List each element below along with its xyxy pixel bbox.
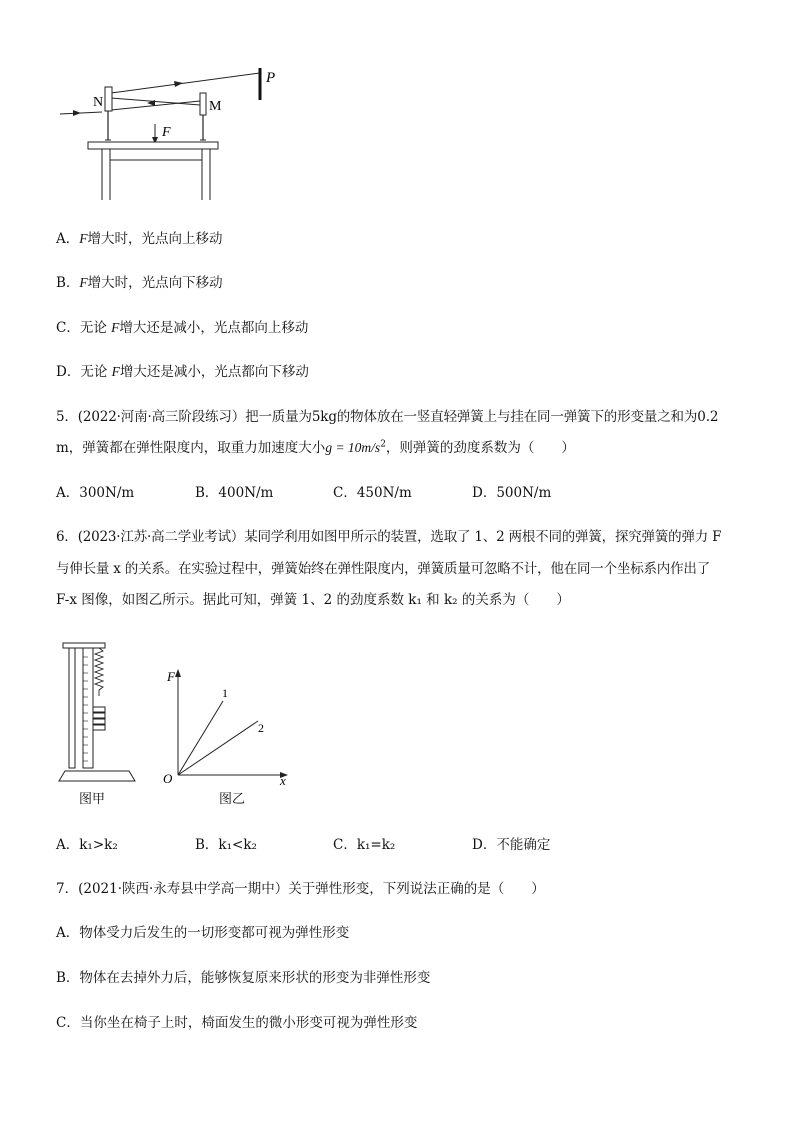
- q4-option-b: B．F增大时，光点向下移动: [56, 275, 223, 291]
- label-P: P: [266, 70, 276, 86]
- q7-stem: 7．(2021·陕西·永寿县中学高一期中）关于弹性形变，下列说法正确的是（ ）: [56, 881, 545, 897]
- q6-option-a: A．k₁>k₂: [56, 837, 118, 853]
- spring-apparatus-figure: [55, 635, 150, 785]
- q5-option-a: A．300N/m: [56, 485, 135, 501]
- figure-yi-caption: 图乙: [219, 792, 246, 807]
- q6-option-c: C．k₁=k₂: [333, 837, 396, 853]
- f-x-graph: [160, 665, 295, 785]
- q6-stem-line3: F-x 图像，如图乙所示。据此可知，弹簧 1、2 的劲度系数 k₁ 和 k₂ 的关系为（ ）: [56, 592, 570, 608]
- q5-option-c: C．450N/m: [333, 485, 412, 501]
- q5-stem-line2: m，弹簧都在弹性限度内，取重力加速度大小$g = 10m/s^2$，则弹簧的劲度系数为（ ）: [56, 439, 575, 456]
- label-F: F: [162, 125, 171, 140]
- label-N: N: [93, 95, 104, 110]
- optical-lever-figure: [55, 60, 285, 205]
- q6-stem-line2: 与伸长量 x 的关系。在实验过程中，弹簧始终在弹性限度内，弹簧质量可忽略不计，他在同一个坐标系内作出了: [56, 561, 710, 577]
- axis-label-x: x: [280, 773, 286, 785]
- q5-option-d: D．500N/m: [472, 485, 552, 501]
- origin-label: O: [163, 771, 173, 785]
- q6-option-b: B．k₁<k₂: [195, 837, 257, 853]
- q5-option-b: B．400N/m: [195, 485, 274, 501]
- line-label-1: 1: [222, 686, 228, 700]
- q7-option-a: A．物体受力后发生的一切形变都可视为弹性形变: [56, 925, 350, 941]
- q5-stem-line1: 5．(2022·河南·高三阶段练习）把一质量为5kg的物体放在一竖直轻弹簧上与挂在同一弹簧下的形变量之和为0.2: [56, 409, 719, 425]
- axis-label-f: F: [167, 669, 175, 684]
- q7-option-b: B．物体在去掉外力后，能够恢复原来形状的形变为非弹性形变: [56, 970, 431, 986]
- q4-option-c: C．无论 F增大还是减小，光点都向上移动: [56, 320, 309, 336]
- line-1: [178, 701, 223, 775]
- q6-option-d: D．不能确定: [472, 837, 551, 853]
- q4-option-a: A．F增大时，光点向上移动: [56, 231, 223, 247]
- q4-option-d: D．无论 F增大还是减小，光点都向下移动: [56, 364, 309, 380]
- line-label-2: 2: [258, 721, 264, 735]
- figure-jia-caption: 图甲: [79, 792, 106, 807]
- q6-stem-line1: 6．(2023·江苏·高二学业考试）某同学利用如图甲所示的装置，选取了 1、2 两根不同的弹簧，探究弹簧的弹力 F: [56, 529, 722, 545]
- q7-option-c: C．当你坐在椅子上时，椅面发生的微小形变可视为弹性形变: [56, 1015, 418, 1031]
- line-2: [178, 721, 258, 775]
- label-M: M: [209, 99, 222, 114]
